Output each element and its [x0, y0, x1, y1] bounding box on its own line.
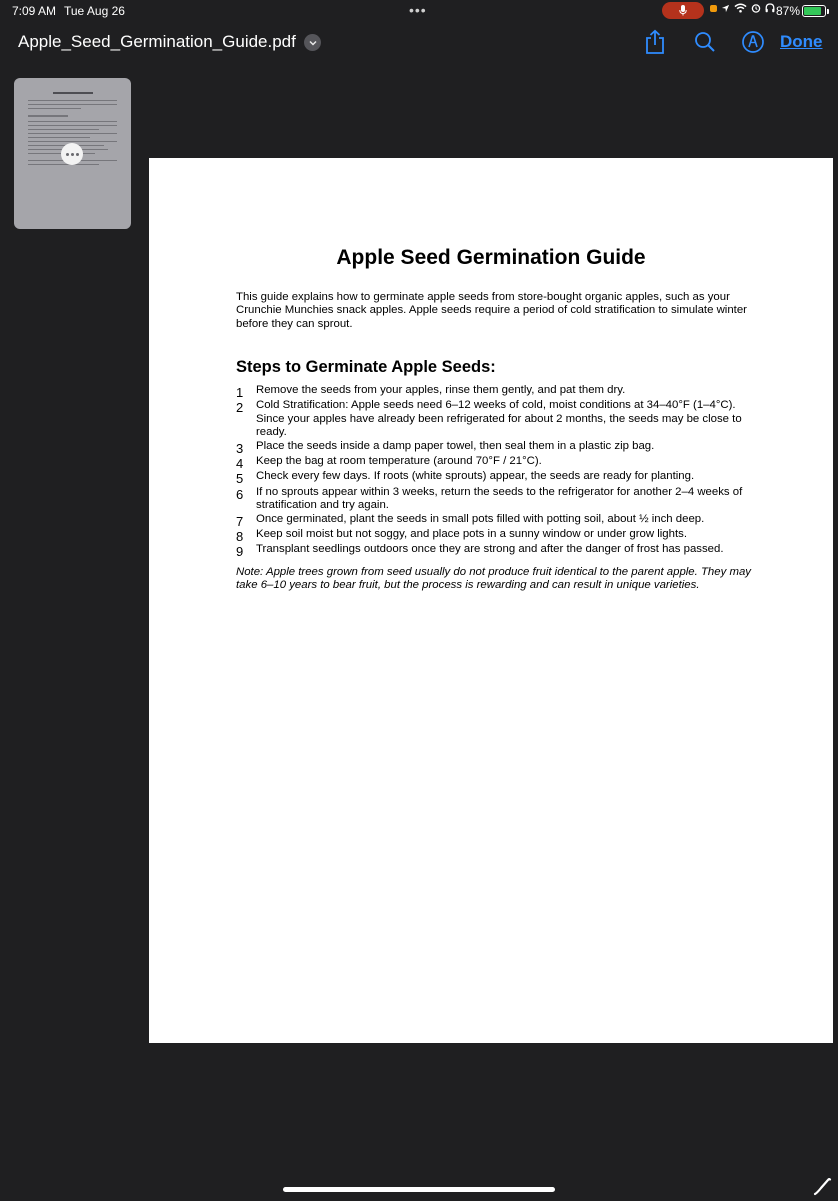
- step-text: Cold Stratification: Apple seeds need 6–12 weeks of cold, moist conditions at 34–40°F (1–4°C).: [256, 399, 736, 412]
- step-item: [236, 455, 756, 470]
- note-line: take 6–10 years to bear fruit, but the process is rewarding and can result in unique varieties.: [236, 579, 700, 592]
- step-number: 1: [236, 385, 244, 400]
- step-text: stratification and try again.: [256, 499, 389, 512]
- search-button[interactable]: [692, 29, 718, 55]
- step-number: 5: [236, 471, 244, 487]
- share-button[interactable]: [642, 29, 668, 55]
- step-number: 4: [236, 456, 244, 472]
- step-text: Remove the seeds from your apples, rinse them gently, and pat them dry.: [256, 384, 626, 396]
- status-time: 7:09 AM: [12, 4, 57, 18]
- steps-heading: Steps to Germinate Apple Seeds:: [236, 358, 496, 376]
- intro-line: Crunchie Munchies snack apples. Apple seeds require a period of cold stratification to simulate winter: [236, 304, 747, 317]
- pdf-page: [149, 158, 833, 1043]
- document-heading: Apple Seed Germination Guide: [336, 246, 646, 269]
- step-text: ready.: [256, 426, 287, 439]
- step-number: 3: [236, 440, 244, 456]
- done-button[interactable]: Done: [780, 32, 823, 51]
- document-title[interactable]: Apple_Seed_Germination_Guide.pdf: [18, 32, 296, 51]
- recording-indicator-icon: [710, 5, 717, 12]
- note-line: Note: Apple trees grown from seed usually do not produce fruit identical to the parent apple. They may: [236, 566, 751, 578]
- note-paragraph: [236, 566, 756, 593]
- intro-line: before they can sprout.: [236, 317, 353, 330]
- status-bar: [0, 0, 838, 22]
- chevron-down-icon[interactable]: [304, 34, 321, 51]
- battery-percentage: 87%: [776, 4, 801, 18]
- home-indicator[interactable]: [283, 1187, 555, 1192]
- status-date: Tue Aug 26: [64, 4, 125, 18]
- headphones-icon: [765, 3, 775, 13]
- step-item: [236, 470, 756, 485]
- microphone-icon[interactable]: [662, 2, 704, 19]
- step-number: 8: [236, 529, 244, 545]
- apple-pencil-icon[interactable]: [812, 1176, 832, 1196]
- step-number: 9: [236, 544, 244, 560]
- step-text: Since your apples have already been refrigerated for about 2 months, the seeds may be close to: [256, 412, 742, 425]
- multitasking-dots-icon[interactable]: •••: [409, 2, 427, 18]
- step-text: Keep the bag at room temperature (around 70°F / 21°C).: [256, 455, 542, 468]
- step-item: [236, 486, 756, 513]
- step-text: Once germinated, plant the seeds in small pots filled with potting soil, about ½ inch deep.: [256, 512, 705, 525]
- step-number: 7: [236, 513, 244, 529]
- step-item: [236, 399, 756, 439]
- step-item: [236, 384, 756, 399]
- step-item: [236, 543, 756, 558]
- status-icons: [710, 3, 775, 13]
- toolbar: [0, 22, 838, 64]
- step-text: Check every few days. If roots (white sprouts) appear, the seeds are ready for planting.: [256, 470, 695, 483]
- intro-paragraph: [236, 291, 756, 331]
- step-text: Transplant seedlings outdoors once they are strong and after the danger of frost has passed.: [256, 543, 724, 556]
- wifi-icon: [734, 3, 747, 13]
- step-text: Place the seeds inside a damp paper towel, then seal them in a plastic zip bag.: [256, 439, 655, 452]
- search-icon: [694, 31, 716, 53]
- step-item: [236, 528, 756, 543]
- alarm-icon: [751, 3, 761, 13]
- step-text: Keep soil moist but not soggy, and place pots in a sunny window or under grow lights.: [256, 528, 687, 541]
- step-number: 6: [236, 486, 244, 502]
- thumbnail-more-button[interactable]: [61, 143, 83, 165]
- step-item: [236, 513, 756, 528]
- location-arrow-icon: [721, 4, 730, 13]
- share-icon: [644, 29, 666, 55]
- battery-cap: [827, 9, 829, 14]
- intro-line: This guide explains how to germinate apple seeds from store-bought organic apples, such as your: [236, 291, 730, 303]
- step-item: [236, 440, 756, 455]
- battery-icon: [802, 5, 826, 17]
- steps-list: [236, 384, 756, 559]
- step-number: 2: [236, 400, 244, 416]
- markup-button[interactable]: [740, 29, 766, 55]
- markup-pen-icon: [741, 30, 765, 54]
- step-text: If no sprouts appear within 3 weeks, return the seeds to the refrigerator for another 2–4 weeks of: [256, 485, 743, 498]
